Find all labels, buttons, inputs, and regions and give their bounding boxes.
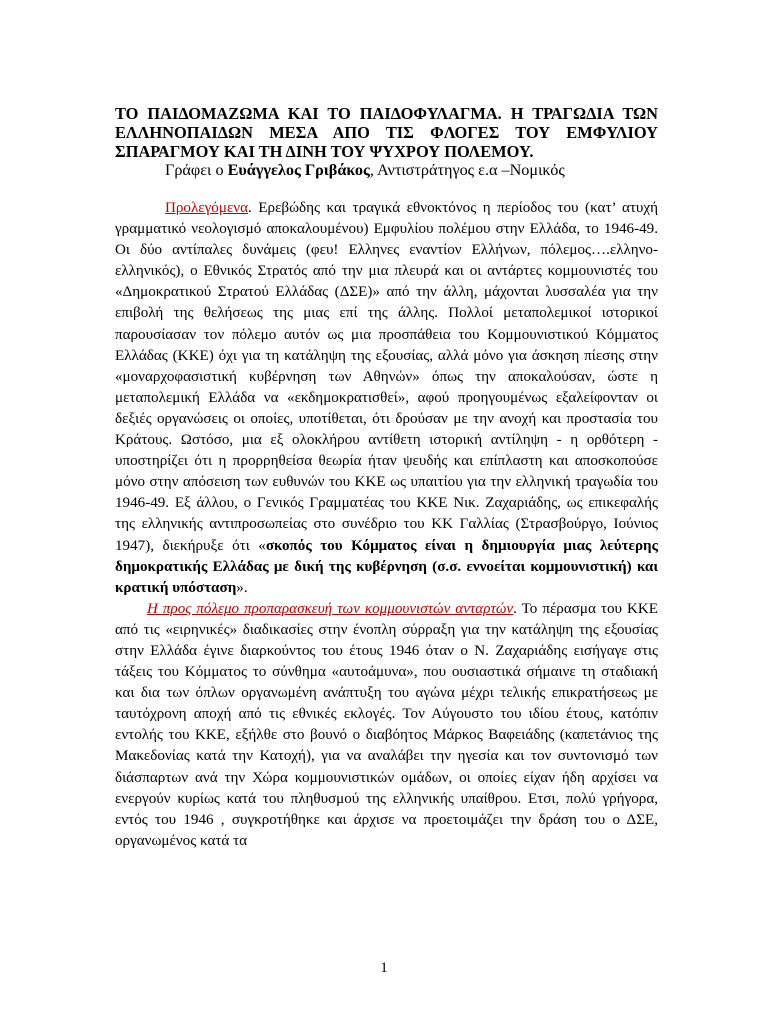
paragraph-section2 bbox=[115, 599, 658, 852]
author-name: Ευάγγελος Γριβάκος bbox=[227, 161, 370, 179]
author-prefix: Γράφει ο bbox=[165, 161, 228, 179]
section2-heading: Η προς πόλεμο προπαρασκευή των κομμουνιστών ανταρτών bbox=[147, 600, 514, 617]
paragraph-prolegomena bbox=[115, 198, 658, 599]
paragraph1-text-a: . Ερεβώδης και τραγικά εθνοκτόνος η περίοδος του (κατ’ ατυχή γραμματικό νεολογισμό αποκαλουμένου) Εμφυλίου πολέμου στην Ελλάδα, το 1946-49. Οι δύο αντίπαλες δυνάμεις (φευ! Ελληνες εναντίον Ελλήνων, πόλεμος….ελληνο-ελληνικός), ο Εθνικός Στρατός από την μια πλευρά και οι αντάρτες κομμουνιστές του «Δημοκρατικού Στρατού Ελλάδας (ΔΣΕ)» από την άλλη, μάχονται λυσσαλέα για την επιβολή της θελήσεως της μιας επί της άλλης. Πολλοί μεταπολεμικοί ιστορικοί παρουσίασαν τον πόλεμο αυτόν ως μια προσπάθεια του Κομμουνιστικού Κόμματος Ελλάδας (ΚΚΕ) όχι για τη κατάληψη της εξουσίας, αλλά μόνο για άσκηση πίεσης στην «μοναρχοφασιστική κυβέρνηση των Αθηνών» όπως την αποκαλούσαν, ώστε η μεταπολεμική Ελλάδα να «εκδημοκρατισθεί», αφού προηγουμένως εξαλείφονταν οι δεξιές οργανώσεις οι οποίες, υποτίθεται, ότι δρούσαν με την ανοχή και προστασία του Κράτους. Ωστόσο, μια εξ ολοκλήρου αντίθετη ιστορική αντίληψη - η ορθότερη - υποστηρίζει ότι η προρρηθείσα θεωρία ήταν ψευδής και επίπλαστη και αποσκοπούσε μόνο στην απόσειση των ευθυνών του ΚΚΕ ως υπαιτίου για την ελληνική τραγωδία του 1946-49. Εξ άλλου, ο Γενικός Γραμματέας του ΚΚΕ Νικ. Ζαχαριάδης, ως επικεφαλής της ελληνικής αντιπροσωπείας στο συνέδριο του ΚΚ Γαλλίας (Στρασβούργο, Ιούνιος 1947), διεκήρυξε ότι « bbox=[115, 200, 658, 554]
author-suffix: , Αντιστράτηγος ε.α –Νομικός bbox=[369, 161, 565, 179]
section2-text: Το πέρασμα του ΚΚΕ από τις «ειρηνικές» διαδικασίες στην ένοπλη σύρραξη για την κατάληψη της εξουσίας στην Ελλάδα έγινε διαρκούντος του έτους 1946 όταν ο Ν. Ζαχαριάδης εισήγαγε στις τάξεις του Κόμματος το σύνθημα «αυτοάμυνα», που ουσιαστικά σήμαινε τη σταδιακή και δια των όπλων οργανωμένη ανάπτυξη του αγώνα μέχρι τελικής επικρατήσεως με ταυτόχρονη αποχή από τις εθνικές εκλογές. Τον Αύγουστο του ιδίου έτους, κατόπιν εντολής του ΚΚΕ, εξήλθε στο βουνό ο διαβόητος Μάρκος Βαφειάδης (καπετάνιος της Μακεδονίας κατά την Κατοχή), για να αναλάβει την ηγεσία και τον συντονισμό των διάσπαρτων ανά την Χώρα κομμουνιστικών ομάδων, οι οποίες είχαν ήδη αρχίσει να ενεργούν κυρίως κατά του πληθυσμού της ελληνικής υπαίθρου. Ετσι, πολύ γρήγορα, εντός του 1946 , συγκροτήθηκε και άρχισε να προετοιμάζει την δράση του ο ΔΣΕ, οργανωμένος κατά τα bbox=[115, 600, 658, 849]
author-line bbox=[115, 161, 658, 180]
article-title: ΤΟ ΠΑΙΔΟΜΑΖΩΜΑ ΚΑΙ ΤΟ ΠΑΙΔΟΦΥΛΑΓΜΑ. Η ΤΡΑΓΩΔΙΑ ΤΩΝ ΕΛΛΗΝΟΠΑΙΔΩΝ ΜΕΣΑ ΑΠΟ ΤΙΣ ΦΛΟΓΕΣ ΤΟΥ ΕΜΦΥΛΙΟΥ ΣΠΑΡΑΓΜΟΥ ΚΑΙ ΤΗ ΔΙΝΗ ΤΟΥ ΨΥΧΡΟΥ ΠΟΛΕΜΟΥ. bbox=[115, 104, 658, 161]
section2-heading-end: . bbox=[513, 600, 517, 617]
page-number: 1 bbox=[380, 960, 388, 976]
paragraph1-bold-quote: σκοπός του Κόμματος είναι η δημιουργία μιας λεύτερης δημοκρατικής Ελλάδας με δική της κυβέρνηση (σ.σ. εννοείται κομμουνιστική) και κρατική υπόσταση bbox=[115, 537, 658, 596]
prolegomena-heading: Προλεγόμενα bbox=[165, 200, 249, 216]
paragraph1-text-b: ». bbox=[236, 579, 248, 596]
